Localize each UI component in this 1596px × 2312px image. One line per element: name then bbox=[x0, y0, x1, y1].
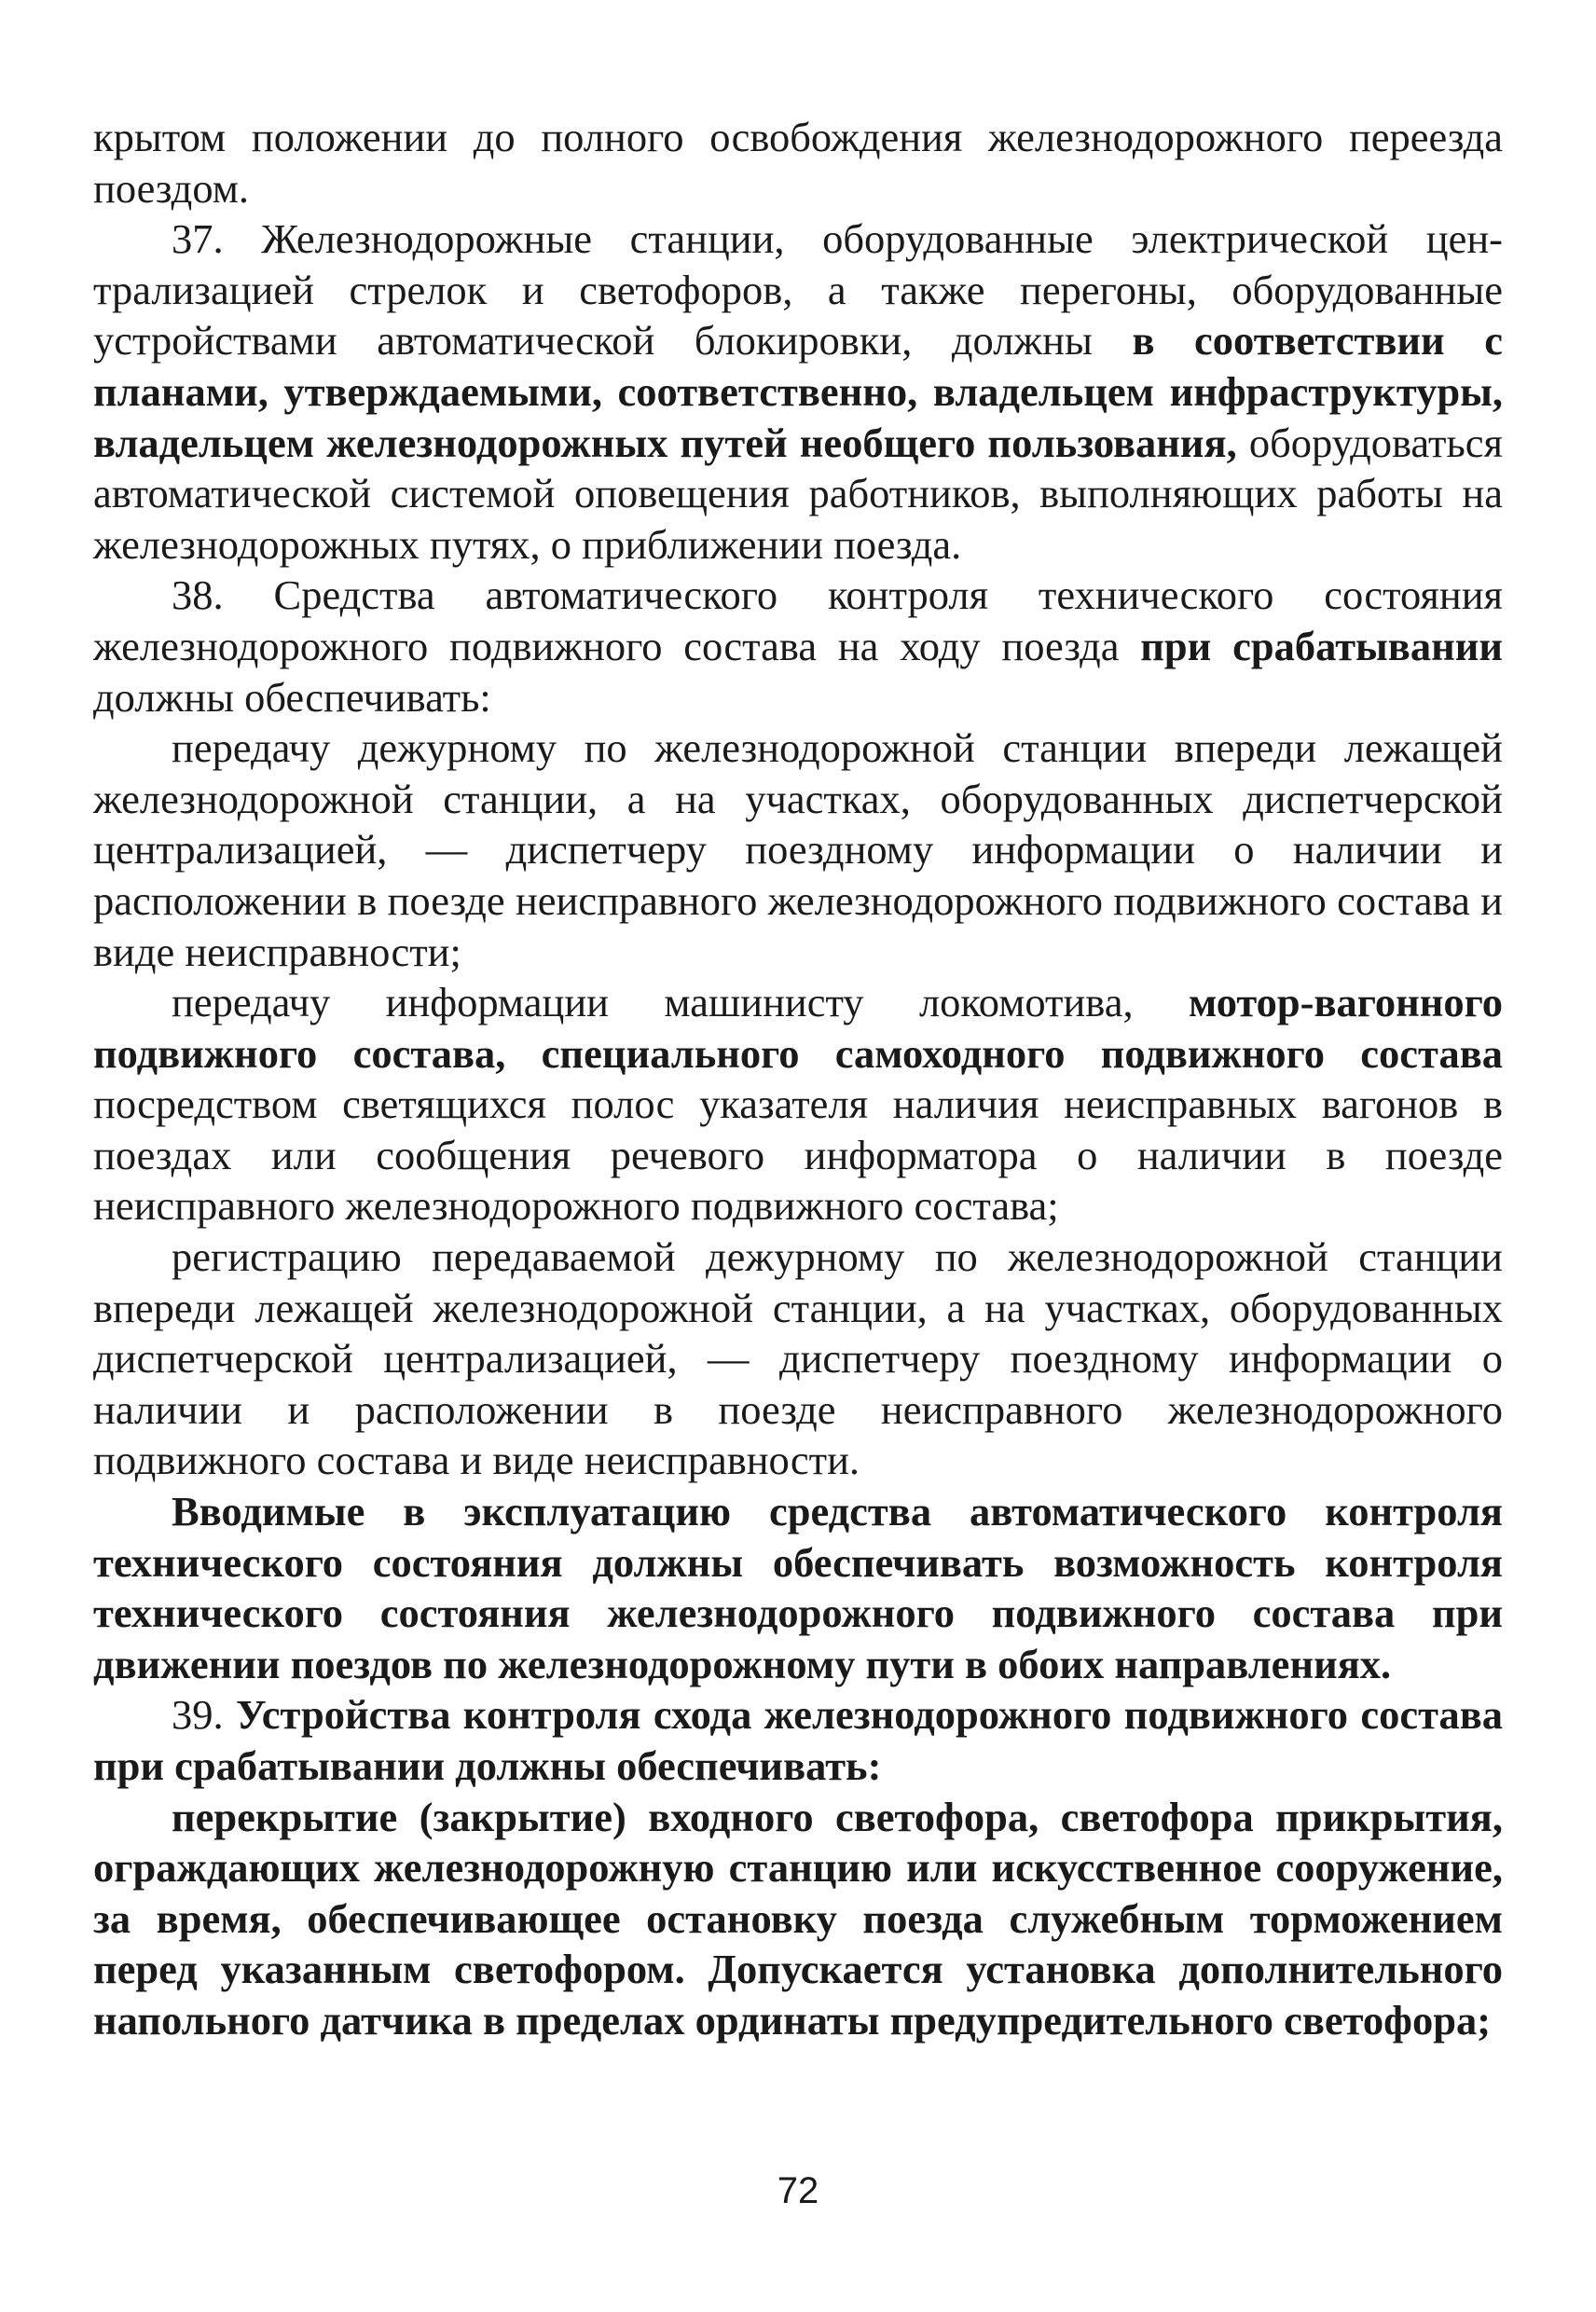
bold-text-run: Вводимые в эксплуатацию средства автоматического контроля технического состояния должны обеспечивать возможность контроля технического состояния железнодорожного подвижного состава при движении поездов по железнодорожному пути в обоих направлениях. bbox=[93, 1488, 1503, 1687]
text-run: 38. Средства автоматического контроля технического состояния железнодорожного подвижного состава на ходу поезда bbox=[93, 571, 1503, 669]
paragraph-38-item-2 bbox=[93, 977, 1503, 1232]
bold-text-run: Устройства контроля схода железнодорожного подвижного состава при срабатывании должны обеспечивать: bbox=[93, 1691, 1503, 1789]
text-run: должны обеспечивать: bbox=[93, 673, 491, 721]
text-run: крытом положении до полного освобождения железнодорожного переезда поездом. bbox=[93, 114, 1503, 212]
page-number: 72 bbox=[777, 2170, 819, 2211]
paragraph-38 bbox=[93, 570, 1503, 722]
paragraph-39-item-1 bbox=[93, 1792, 1503, 2046]
text-run: посредством светящихся полос указателя наличия неисправных вагонов в поездах или сообщения речевого информатора о наличии в поезде неисправного железнодорожного подвижного состава; bbox=[93, 1080, 1503, 1230]
bold-text-run: при срабатывании bbox=[1140, 622, 1503, 669]
text-run: 37. Железнодорожные станции, оборудованные электрической централизацией стрелок и светофоров, а также перегоны, оборудованные устройствами автоматической блокировки, должны bbox=[93, 215, 1503, 365]
text-run: регистрацию передаваемой дежурному по железнодорожной станции впереди лежащей железнодорожной станции, а на участках, оборудованных диспетчерской централизацией, — диспетчеру поездному информации о наличии и расположении в поезде неисправного железнодорожного подвижного состава и виде неисправности. bbox=[93, 1233, 1503, 1484]
text-run: оборудоваться автоматической системой оповещения работников, выполняющих работы на железнодорожных путях, о приближении поезда. bbox=[93, 419, 1503, 568]
paragraph-38-item-3 bbox=[93, 1232, 1503, 1486]
text-run: 39. bbox=[172, 1691, 236, 1739]
paragraph-37 bbox=[93, 213, 1503, 570]
text-run: передачу информации машинисту локомотива, bbox=[172, 979, 1189, 1026]
paragraph-39 bbox=[93, 1689, 1503, 1791]
bold-text-run: перекрытие (закрытие) входного светофора, светофора прикрытия, ограждающих железнодорожную станцию или искусственное сооружение, за время, обеспечивающее остановку поезда служебным торможением перед указанным светофором. Допускается установка дополнительного напольного датчика в пределах ординаты предупредительного светофора; bbox=[93, 1793, 1503, 2044]
bold-text-run: мотор-вагонного подвижного состава, специального самоходного подвижного состава bbox=[93, 979, 1503, 1077]
paragraph-38-bold-note bbox=[93, 1486, 1503, 1689]
paragraph-38-item-1 bbox=[93, 722, 1503, 977]
bold-text-run: в соответствии с планами, утверждаемыми, соответственно, владельцем инфраструктуры, владельцем железнодорожных путей необщего пользования, bbox=[93, 317, 1504, 466]
document-body bbox=[93, 112, 1503, 2046]
text-run: передачу дежурному по железнодорожной станции впереди лежащей железнодорожной станции, а на участках, оборудованных диспетчерской централизацией, — диспетчеру поездному информации о наличии и расположении в поезде неисправного железнодорожного подвижного состава и виде неисправности; bbox=[93, 724, 1503, 975]
paragraph-continuation bbox=[93, 112, 1503, 213]
document-page bbox=[93, 112, 1503, 2046]
